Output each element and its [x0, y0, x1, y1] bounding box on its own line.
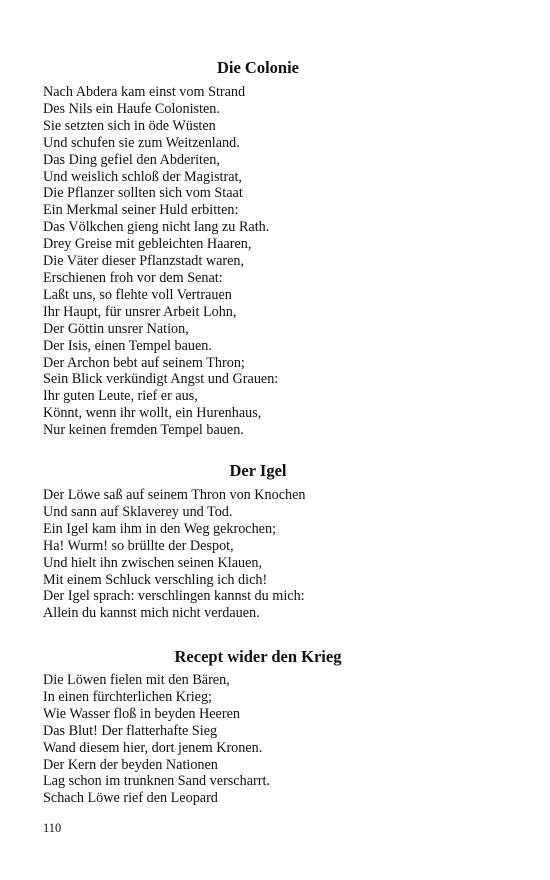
poem-line: Die Löwen fielen mit den Bären, [43, 672, 230, 688]
poem-line: Ihr guten Leute, rief er aus, [43, 388, 198, 405]
poem-line: Das Blut! Der flatterhafte Sieg [43, 722, 218, 739]
poem-line: Der Löwe saß auf seinem Thron von Knochen [43, 487, 306, 503]
page-number: 110 [43, 821, 62, 835]
poem-line: Und sann auf Sklaverey und Tod. [43, 503, 233, 520]
poem-line: Ein Igel kam ihm in den Weg gekrochen; [43, 520, 277, 537]
poem-line: Allein du kannst mich nicht verdauen. [43, 605, 260, 622]
poem-line: Nur keinen fremden Tempel bauen. [43, 422, 244, 439]
poem-line: Drey Greise mit gebleichten Haaren, [43, 236, 252, 253]
poem-line: Das Völkchen gieng nicht lang zu Rath. [43, 219, 270, 236]
poem-line: Sein Blick verkündigt Angst und Grauen: [43, 371, 279, 388]
poem-line: Sie setzten sich in öde Wüsten [43, 117, 216, 134]
poem-line: Ha! Wurm! so brüllte der Despot, [43, 537, 234, 554]
poem-line: Der Göttin unsrer Nation, [43, 320, 189, 337]
poem-line: Erschienen froh vor dem Senat: [43, 269, 223, 286]
poem-lines [43, 84, 278, 439]
poem-line: Der Isis, einen Tempel bauen. [43, 337, 212, 354]
poem-title: Recept wider den Krieg [174, 647, 342, 666]
poem-line: Und weislich schloß der Magistrat, [43, 168, 242, 185]
poem-line: Schach Löwe rief den Leopard [43, 790, 218, 807]
poem-line: Könnt, wenn ihr wollt, ein Hurenhaus, [43, 405, 262, 422]
poem-line: Nach Abdera kam einst vom Strand [43, 84, 246, 100]
poem-line: Und hielt ihn zwischen seinen Klauen, [43, 554, 263, 571]
poem-line: Wie Wasser floß in beyden Heeren [43, 705, 240, 722]
poem-line: Des Nils ein Haufe Colonisten. [43, 100, 220, 117]
poem-line: Der Igel sprach: verschlingen kannst du mich: [43, 588, 305, 605]
poem-title: Der Igel [229, 461, 287, 480]
poem-lines [43, 487, 306, 622]
poem-line: Der Kern der beyden Nationen [43, 756, 218, 773]
poem-title: Die Colonie [216, 58, 300, 77]
poem-line: Laßt uns, so flehte voll Vertrauen [43, 286, 232, 303]
poem-line: Ihr Haupt, für unsrer Arbeit Lohn, [43, 303, 237, 320]
poem-line: Ein Merkmal seiner Huld erbitten: [43, 202, 239, 219]
poem-line: Mit einem Schluck verschling ich dich! [43, 571, 268, 588]
poem-line: Der Archon bebt auf seinem Thron; [43, 354, 245, 371]
poem-line: Die Väter dieser Pflanzstadt waren, [43, 253, 245, 270]
poem-line: Lag schon im trunknen Sand verscharrt. [43, 773, 270, 790]
poem-line: In einen fürchterlichen Krieg; [43, 688, 212, 705]
poem-line: Wand diesem hier, dort jenem Kronen. [43, 739, 263, 756]
poem-line: Und schufen sie zum Weitzenland. [43, 134, 240, 151]
poem-line: Die Pflanzer sollten sich vom Staat [43, 185, 243, 202]
poem-lines [43, 672, 270, 807]
poem-line: Das Ding gefiel den Abderiten, [43, 151, 220, 168]
